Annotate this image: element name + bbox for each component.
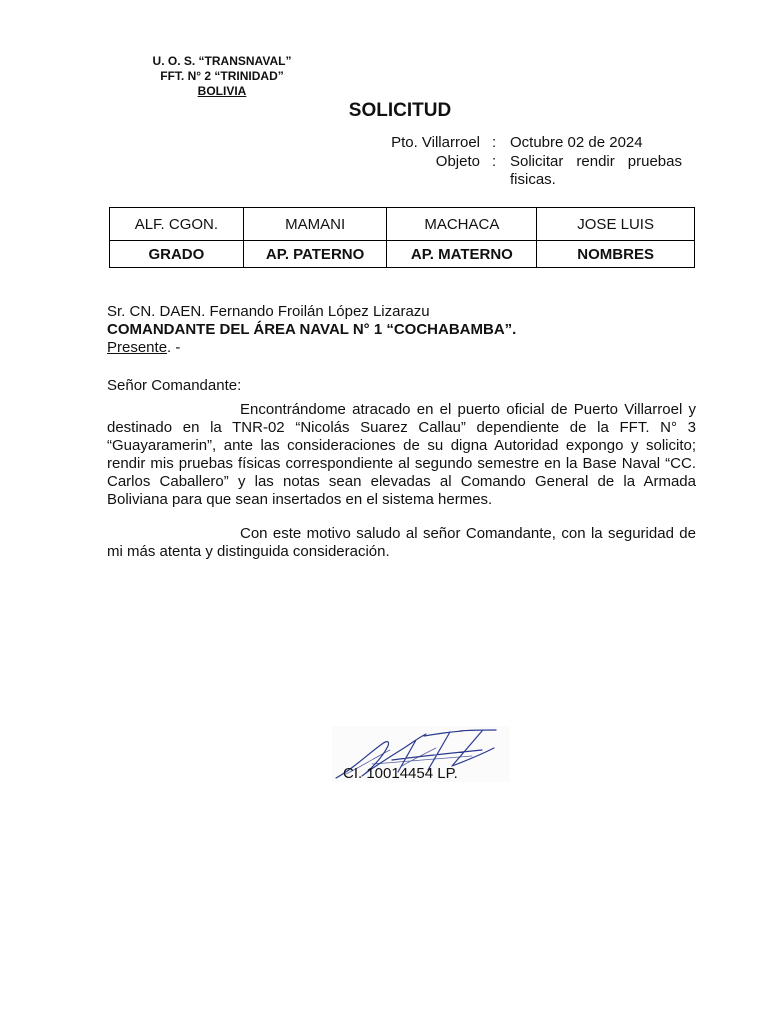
- salutation: Señor Comandante:: [107, 377, 242, 394]
- paternal-surname-label: AP. PATERNO: [243, 241, 387, 268]
- identification-values-row: [110, 208, 695, 241]
- presente-suffix: . -: [167, 339, 181, 356]
- identification-labels-row: [110, 241, 695, 268]
- org-country-text: BOLIVIA: [197, 84, 247, 98]
- given-names-label: NOMBRES: [537, 241, 695, 268]
- recipient-position: COMANDANTE DEL ÁREA NAVAL N° 1 “COCHABAMBA”.: [107, 321, 517, 338]
- rank-value: ALF. CGON.: [110, 208, 244, 241]
- org-unit: U. O. S. “TRANSNAVAL”: [152, 54, 292, 68]
- organization-header: [120, 54, 324, 99]
- signature-id-line: CI. 10014454 LP.: [343, 765, 458, 782]
- date-value: Octubre 02 de 2024: [510, 134, 643, 151]
- org-fleet: FFT. N° 2 “TRINIDAD”: [160, 69, 284, 83]
- document-title: SOLICITUD: [348, 100, 452, 121]
- body-paragraph-2: Con este motivo saludo al señor Comandante, con la seguridad de mi más atenta y distinguida consideración.: [107, 525, 696, 560]
- subject-label: Objeto: [435, 153, 480, 170]
- place-colon: :: [492, 134, 497, 151]
- presente-line: [107, 339, 180, 357]
- subject-colon: :: [492, 153, 497, 170]
- body-paragraph-1: Encontrándome atracado en el puerto oficial de Puerto Villarroel y destinado en la TNR-02 “Nicolás Suarez Callau” dependiente de la FFT. N° 3 “Guayaramerin”, ante las consideraciones de su digna Autoridad expongo y solicito; rendir mis pruebas físicas correspondiente al segundo semestre en la Base Naval “CC. Carlos Caballero” y las notas sean elevadas al Comando General de la Armada Boliviana para que sean insertados en el sistema hermes.: [107, 401, 696, 508]
- place-label: Pto. Villarroel: [391, 134, 480, 151]
- paternal-surname-value: MAMANI: [243, 208, 387, 241]
- recipient-name: Sr. CN. DAEN. Fernando Froilán López Lizarazu: [107, 303, 430, 320]
- identification-table: [109, 207, 695, 268]
- org-country: [120, 84, 324, 99]
- maternal-surname-value: MACHACA: [387, 208, 537, 241]
- given-names-value: JOSE LUIS: [537, 208, 695, 241]
- rank-label: GRADO: [110, 241, 244, 268]
- subject-value-line1: Solicitar rendir pruebas: [510, 153, 682, 170]
- maternal-surname-label: AP. MATERNO: [387, 241, 537, 268]
- presente-word: Presente: [107, 339, 168, 356]
- subject-value-line2: fisicas.: [510, 171, 556, 188]
